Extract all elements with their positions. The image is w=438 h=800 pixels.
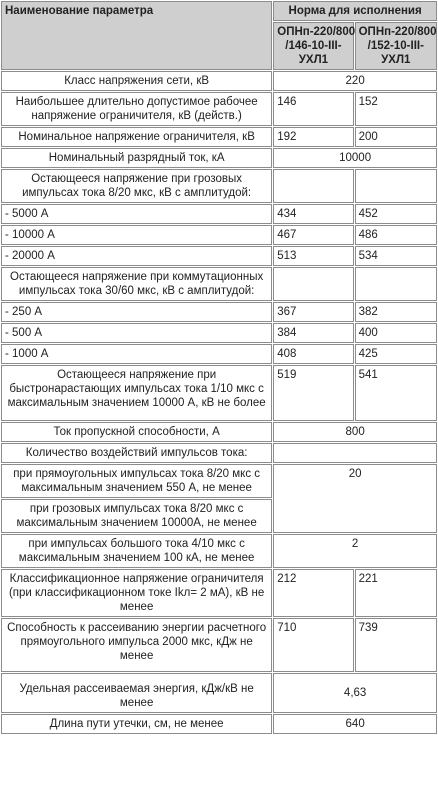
row-value-2: 200	[355, 127, 437, 147]
table-row	[1, 225, 437, 245]
row-label: - 10000 А	[1, 225, 272, 245]
row-value-1: 212	[273, 569, 353, 617]
row-label: при импульсах большого тока 4/10 мкс с максимальным значением 100 кА, не менее	[1, 534, 272, 568]
table-row	[1, 148, 437, 168]
row-value: 20	[273, 464, 437, 533]
row-value-1: 513	[273, 246, 353, 266]
row-label: Остающееся напряжение при грозовых импульсах тока 8/20 мкс, кВ с амплитудой:	[1, 169, 272, 203]
row-value-1: 192	[273, 127, 353, 147]
header-row	[1, 1, 437, 21]
row-value-1: 408	[273, 344, 353, 364]
row-label: Классификационное напряжение ограничителя (при классификационном токе Ikл= 2 мА), кВ не менее	[1, 569, 272, 617]
table-row	[1, 714, 437, 734]
row-label: - 20000 А	[1, 246, 272, 266]
row-value-2: 541	[355, 365, 437, 421]
row-value-2: 452	[355, 204, 437, 224]
row-value-1: 384	[273, 323, 353, 343]
row-label: - 1000 А	[1, 344, 272, 364]
table-row	[1, 422, 437, 442]
table-row	[1, 127, 437, 147]
row-value: 10000	[273, 148, 437, 168]
header-exec-1: ОПНп-220/800 /146-10-III-УХЛ1	[273, 22, 353, 70]
header-exec-2: ОПНп-220/800 /152-10-III-УХЛ1	[355, 22, 437, 70]
row-value-2: 486	[355, 225, 437, 245]
row-label: Длина пути утечки, см, не менее	[1, 714, 272, 734]
row-value-2: 534	[355, 246, 437, 266]
table-row	[1, 443, 437, 463]
row-value-1	[273, 267, 353, 301]
row-value-1: 146	[273, 92, 353, 126]
row-label: Класс напряжения сети, кВ	[1, 71, 272, 91]
row-label: - 5000 А	[1, 204, 272, 224]
row-value-2: 400	[355, 323, 437, 343]
row-label: при прямоугольных импульсах тока 8/20 мкс с максимальным значением 550 А, не менее	[1, 464, 272, 498]
row-value-1: 467	[273, 225, 353, 245]
table-row	[1, 618, 437, 672]
row-value-2: 739	[355, 618, 437, 672]
table-row	[1, 569, 437, 617]
table-row	[1, 534, 437, 568]
row-label: Ток пропускной способности, А	[1, 422, 272, 442]
table-row	[1, 365, 437, 421]
row-value-2: 221	[355, 569, 437, 617]
header-norm: Норма для исполнения	[273, 1, 437, 21]
table-row	[1, 302, 437, 322]
table-row	[1, 673, 437, 713]
row-label: Номинальное напряжение ограничителя, кВ	[1, 127, 272, 147]
row-label: - 250 А	[1, 302, 272, 322]
row-value: 640	[273, 714, 437, 734]
row-value-1	[273, 169, 353, 203]
row-value-2: 425	[355, 344, 437, 364]
row-value: 220	[273, 71, 437, 91]
row-value: 4,63	[273, 673, 437, 713]
table-row	[1, 71, 437, 91]
row-value-1: 710	[273, 618, 353, 672]
row-label: Количество воздействий импульсов тока:	[1, 443, 272, 463]
row-label: при грозовых импульсах тока 8/20 мкс с максимальным значением 10000А, не менее	[1, 499, 272, 533]
table-row	[1, 323, 437, 343]
row-value-2: 152	[355, 92, 437, 126]
table-row	[1, 267, 437, 301]
row-label: Удельная рассеиваемая энергия, кДж/кВ не менее	[1, 673, 272, 713]
row-value-2	[355, 267, 437, 301]
row-label: Наибольшее длительно допустимое рабочее напряжение ограничителя, кВ (действ.)	[1, 92, 272, 126]
row-label: Остающееся напряжение при быстронарастающих импульсах тока 1/10 мкс с максимальным значением 10000 А, кВ не более	[1, 365, 272, 421]
header-param: Наименование параметра	[1, 1, 272, 70]
row-label: Остающееся напряжение при коммутационных импульсах тока 30/60 мкс, кВ с амплитудой:	[1, 267, 272, 301]
row-value-1: 519	[273, 365, 353, 421]
table-row	[1, 344, 437, 364]
row-value: 800	[273, 422, 437, 442]
table-row	[1, 204, 437, 224]
row-value-2: 382	[355, 302, 437, 322]
row-label: - 500 А	[1, 323, 272, 343]
row-value: 2	[273, 534, 437, 568]
row-value-2	[355, 169, 437, 203]
row-label: Способность к рассеиванию энергии расчетного прямоугольного импульса 2000 мкс, кДж не менее	[1, 618, 272, 672]
table-row	[1, 92, 437, 126]
table-row	[1, 169, 437, 203]
row-label: Номинальный разрядный ток, кА	[1, 148, 272, 168]
table-row	[1, 246, 437, 266]
table-row	[1, 464, 437, 498]
row-value-1: 367	[273, 302, 353, 322]
row-value	[273, 443, 437, 463]
row-value-1: 434	[273, 204, 353, 224]
